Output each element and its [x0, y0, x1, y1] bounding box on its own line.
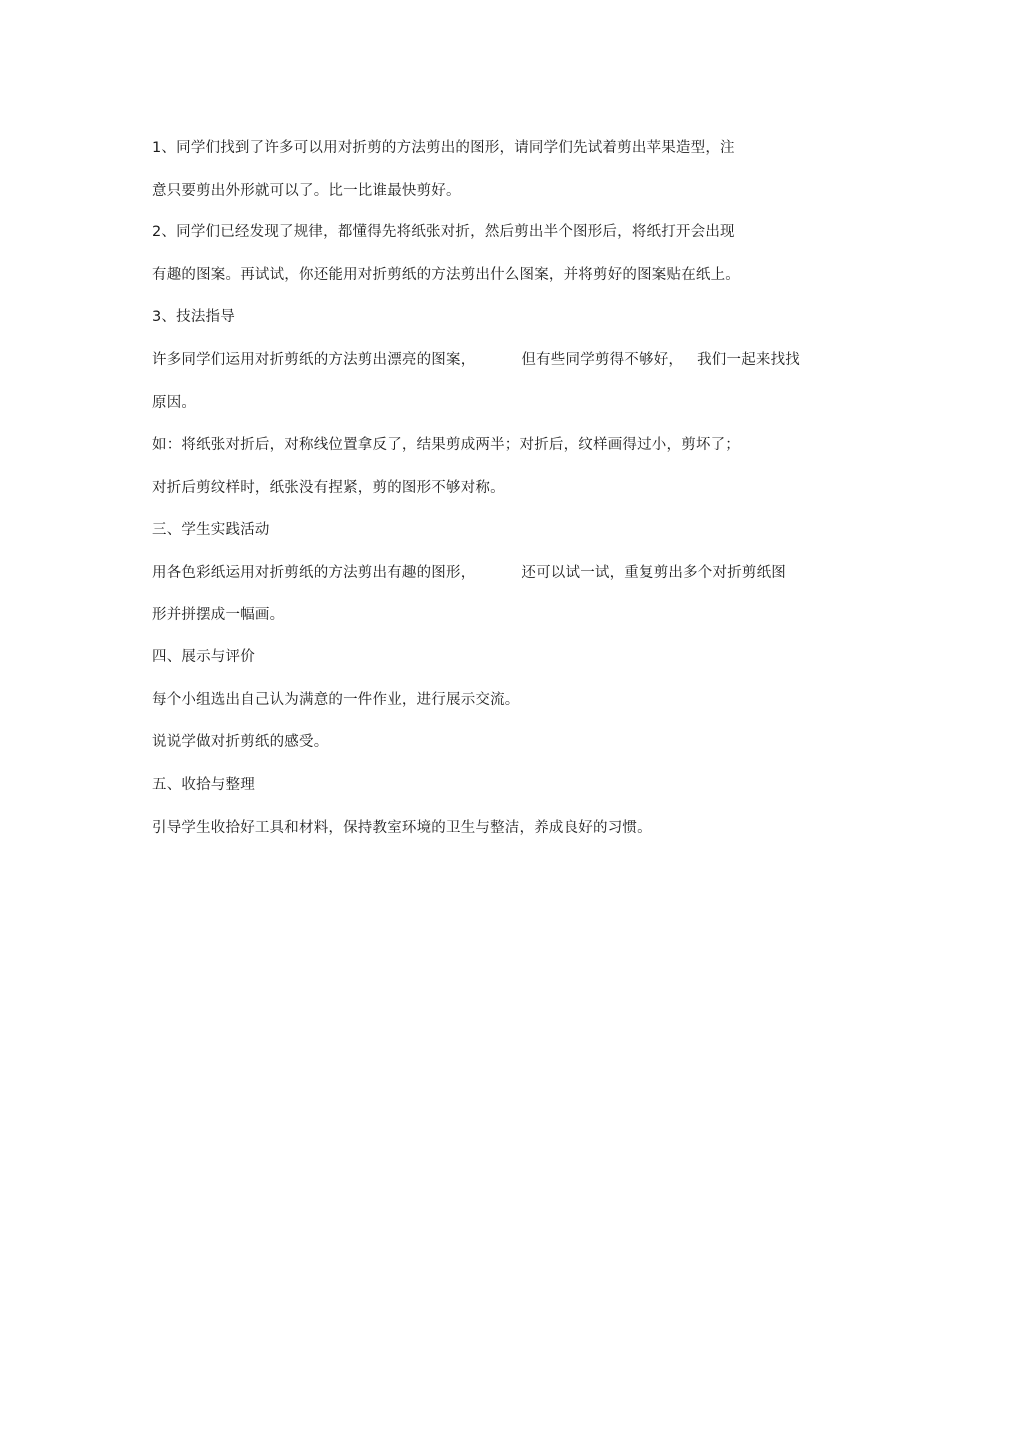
text-segment: 但有些同学剪得不够好， — [521, 352, 684, 368]
paragraph-line: 意只要剪出外形就可以了。比一比谁最快剪好。 — [152, 183, 461, 199]
paragraph-line: 1、同学们找到了许多可以用对折剪的方法剪出的图形，请同学们先试着剪出苹果造型，注 — [152, 140, 735, 156]
paragraph-line — [152, 563, 786, 583]
text-segment: 用各色彩纸运用对折剪纸的方法剪出有趣的图形， — [152, 565, 476, 581]
section-heading: 三、学生实践活动 — [152, 522, 270, 538]
text-segment: 还可以试一试，重复剪出多个对折剪纸图 — [521, 565, 787, 581]
paragraph-line: 原因。 — [152, 395, 197, 411]
paragraph-line: 每个小组选出自己认为满意的一件作业，进行展示交流。 — [152, 692, 520, 708]
text-segment: 我们一起来找找 — [697, 352, 801, 368]
text-segment: 许多同学们运用对折剪纸的方法剪出漂亮的图案， — [152, 352, 476, 368]
paragraph-line — [152, 350, 800, 370]
paragraph-line: 2、同学们已经发现了规律，都懂得先将纸张对折，然后剪出半个图形后，将纸打开会出现 — [152, 224, 735, 240]
paragraph-line: 如：将纸张对折后，对称线位置拿反了，结果剪成两半；对折后，纹样画得过小，剪坏了； — [152, 437, 740, 453]
section-heading: 3、技法指导 — [152, 309, 235, 325]
section-heading: 四、展示与评价 — [152, 649, 255, 665]
paragraph-line: 有趣的图案。再试试，你还能用对折剪纸的方法剪出什么图案，并将剪好的图案贴在纸上。 — [152, 267, 740, 283]
paragraph-line: 对折后剪纹样时，纸张没有捏紧，剪的图形不够对称。 — [152, 480, 505, 496]
section-heading: 五、收拾与整理 — [152, 777, 255, 793]
paragraph-line: 引导学生收拾好工具和材料，保持教室环境的卫生与整洁，养成良好的习惯。 — [152, 820, 652, 836]
paragraph-line: 形并拼摆成一幅画。 — [152, 607, 285, 623]
paragraph-line: 说说学做对折剪纸的感受。 — [152, 734, 329, 750]
